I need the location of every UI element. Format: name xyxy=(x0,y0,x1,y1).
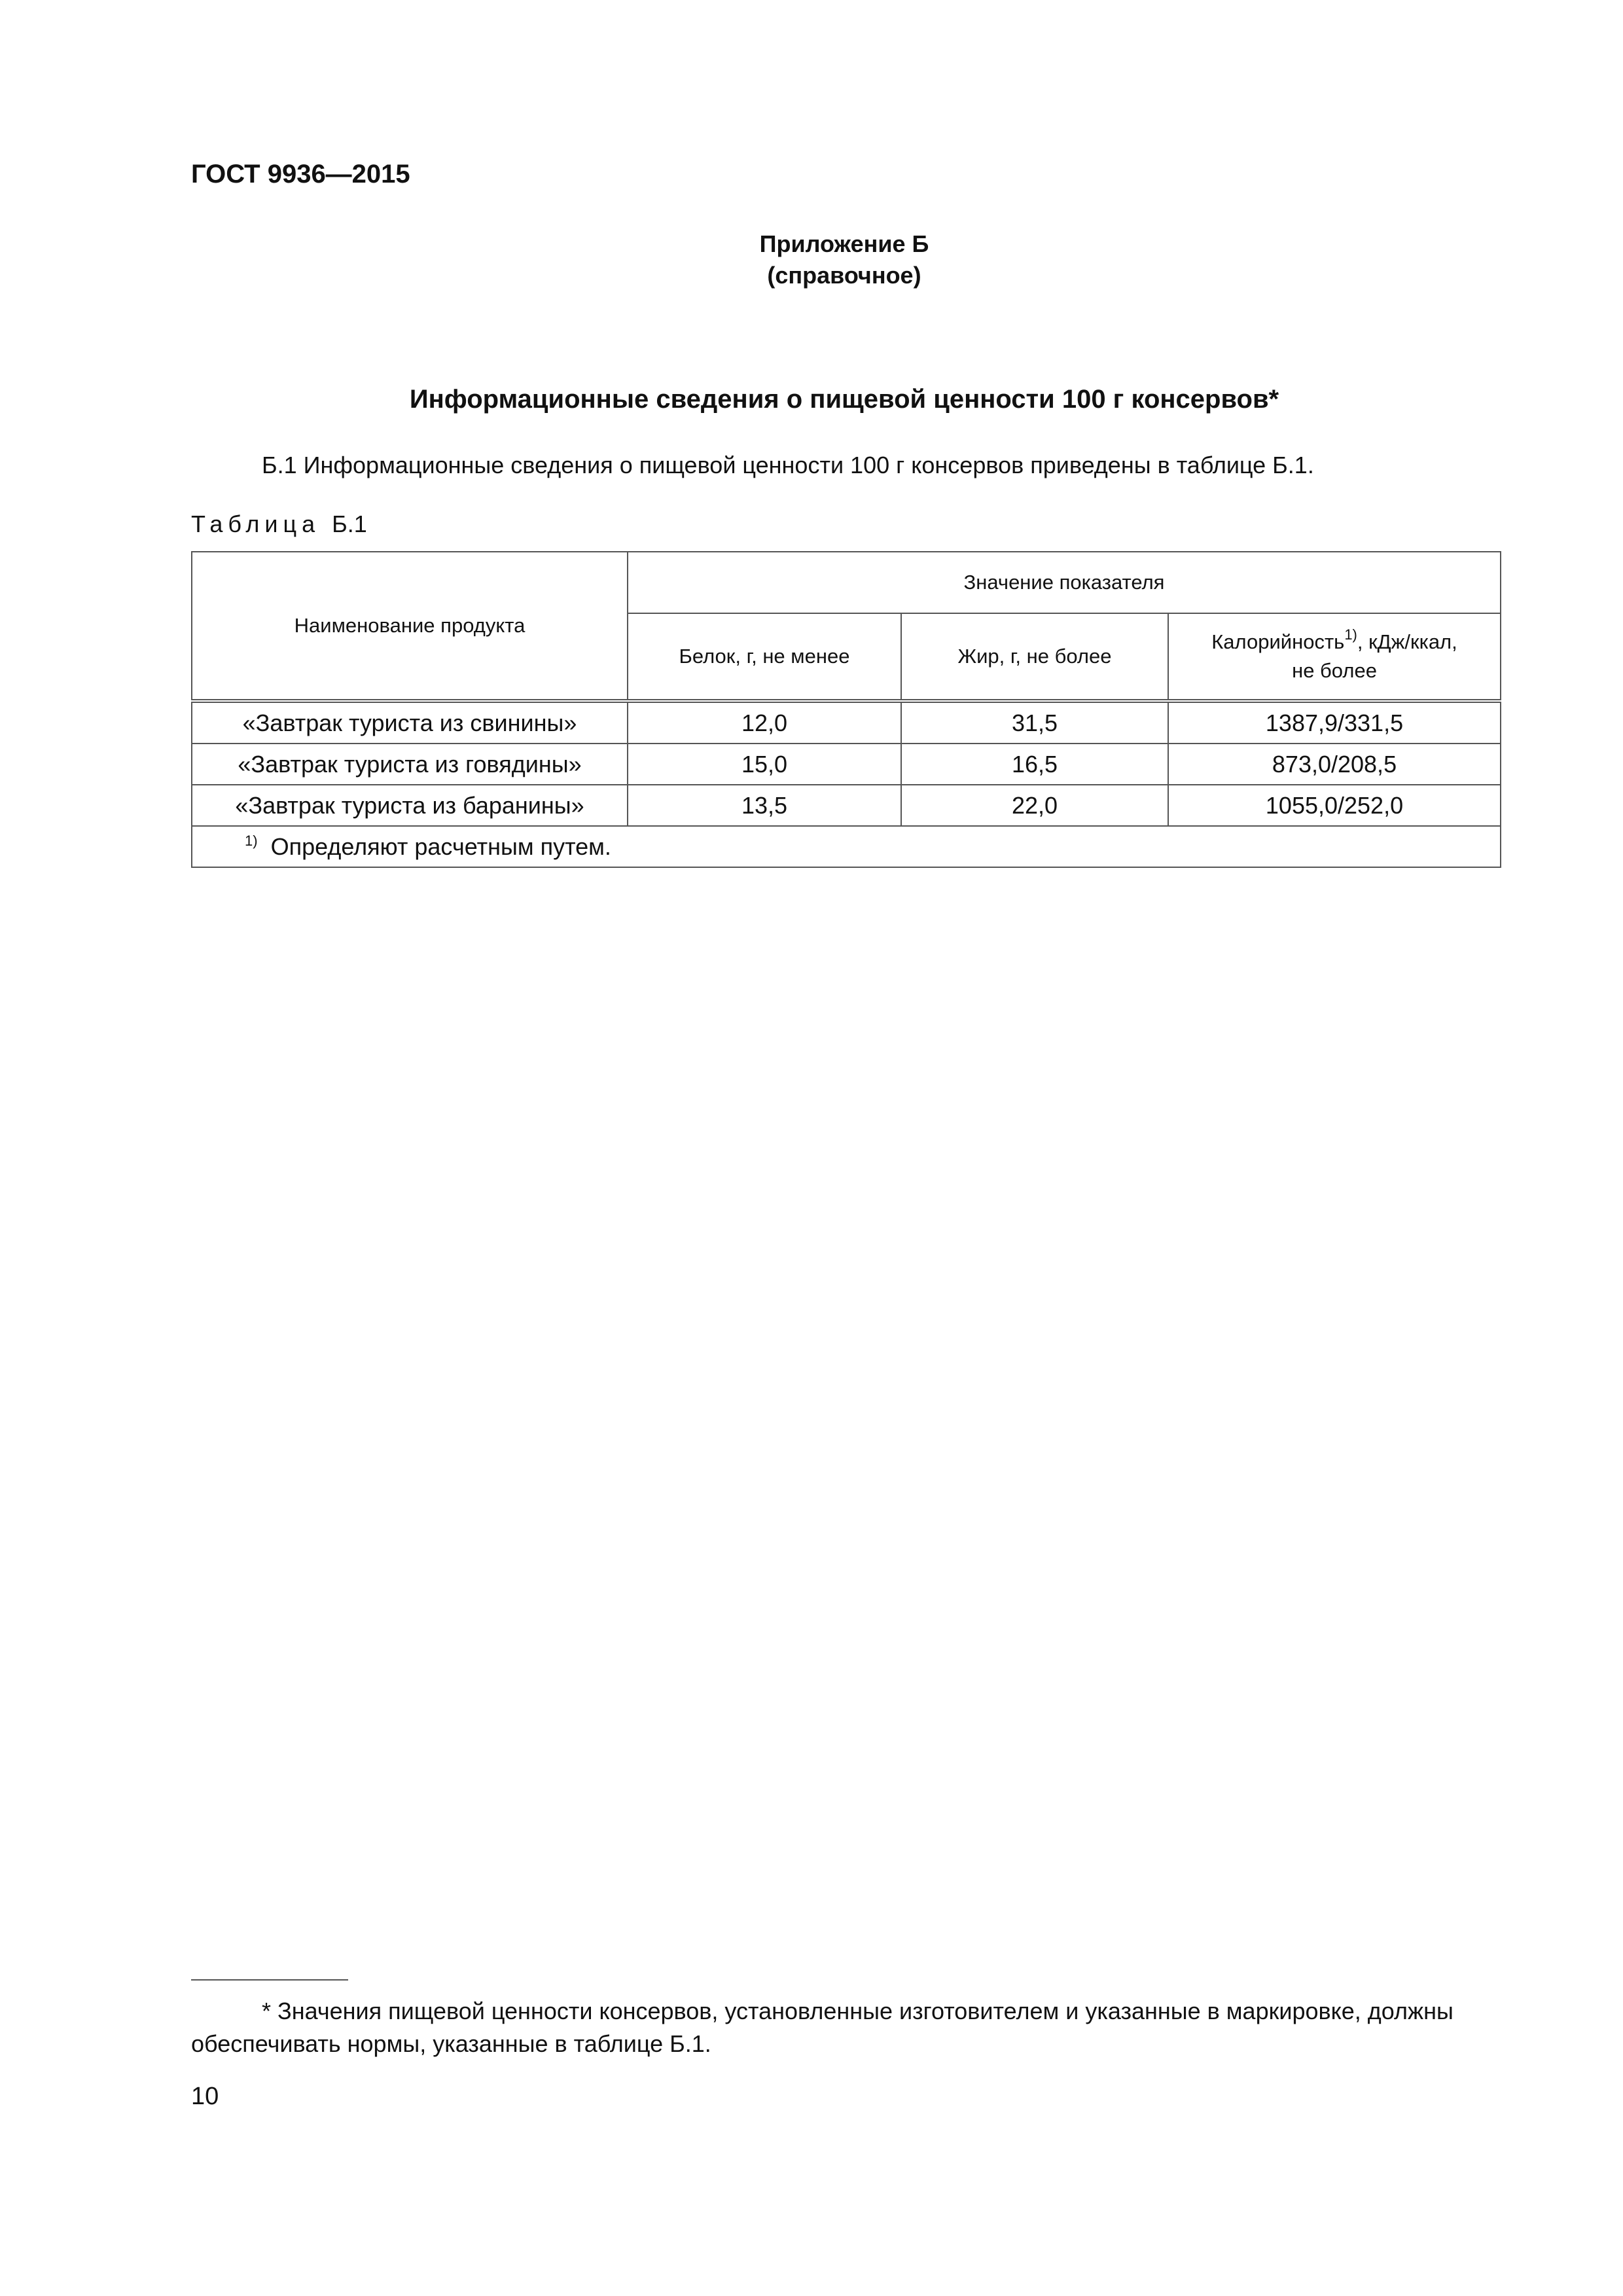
table-footnote-marker: 1) xyxy=(245,832,258,849)
cell-product: «Завтрак туриста из говядины» xyxy=(192,744,628,785)
cell-fat: 22,0 xyxy=(901,785,1168,826)
table-footnote-text: Определяют расчетным путем. xyxy=(270,833,611,860)
footnote-separator xyxy=(191,1979,348,1981)
table-caption-number: Б.1 xyxy=(332,511,367,537)
footnote-marker: 1) xyxy=(1344,626,1357,643)
header-fat: Жир, г, не более xyxy=(901,613,1168,701)
header-calorie-prefix: Калорийность xyxy=(1211,630,1345,653)
cell-calorie: 1387,9/331,5 xyxy=(1168,701,1501,744)
cell-protein: 15,0 xyxy=(628,744,901,785)
section-heading: Информационные сведения о пищевой ценности 100 г консервов* xyxy=(409,385,1279,414)
header-indicator-group: Значение показателя xyxy=(628,552,1501,613)
header-protein: Белок, г, не менее xyxy=(628,613,901,701)
table-footnote-row xyxy=(192,826,1501,867)
table-footnote xyxy=(192,826,1501,867)
header-calorie xyxy=(1168,613,1501,701)
appendix-type: (справочное) xyxy=(767,262,921,289)
cell-product: «Завтрак туриста из баранины» xyxy=(192,785,628,826)
cell-fat: 16,5 xyxy=(901,744,1168,785)
cell-calorie: 873,0/208,5 xyxy=(1168,744,1501,785)
header-calorie-line2: не более xyxy=(1292,659,1377,682)
table-caption-label: Таблица xyxy=(191,511,321,537)
page-number: 10 xyxy=(191,2083,219,2110)
document-code: ГОСТ 9936—2015 xyxy=(191,160,410,188)
table-row xyxy=(192,744,1501,785)
cell-protein: 13,5 xyxy=(628,785,901,826)
cell-product: «Завтрак туриста из свинины» xyxy=(192,701,628,744)
header-calorie-suffix: , кДж/ккал, xyxy=(1357,630,1457,653)
appendix-title: Приложение Б xyxy=(759,230,929,257)
cell-calorie: 1055,0/252,0 xyxy=(1168,785,1501,826)
table-caption xyxy=(191,511,367,538)
cell-fat: 31,5 xyxy=(901,701,1168,744)
clause-b1: Б.1 Информационные сведения о пищевой ценности 100 г консервов приведены в таблице Б.1. xyxy=(262,452,1314,478)
table-row xyxy=(192,785,1501,826)
page-footnote: * Значения пищевой ценности консервов, установленные изготовителем и указанные в маркировке, должны обеспечивать нормы, указанные в таблице Б.1. xyxy=(191,1998,1454,2057)
nutrition-table xyxy=(191,551,1501,868)
table-row xyxy=(192,701,1501,744)
header-product: Наименование продукта xyxy=(192,552,628,701)
cell-protein: 12,0 xyxy=(628,701,901,744)
